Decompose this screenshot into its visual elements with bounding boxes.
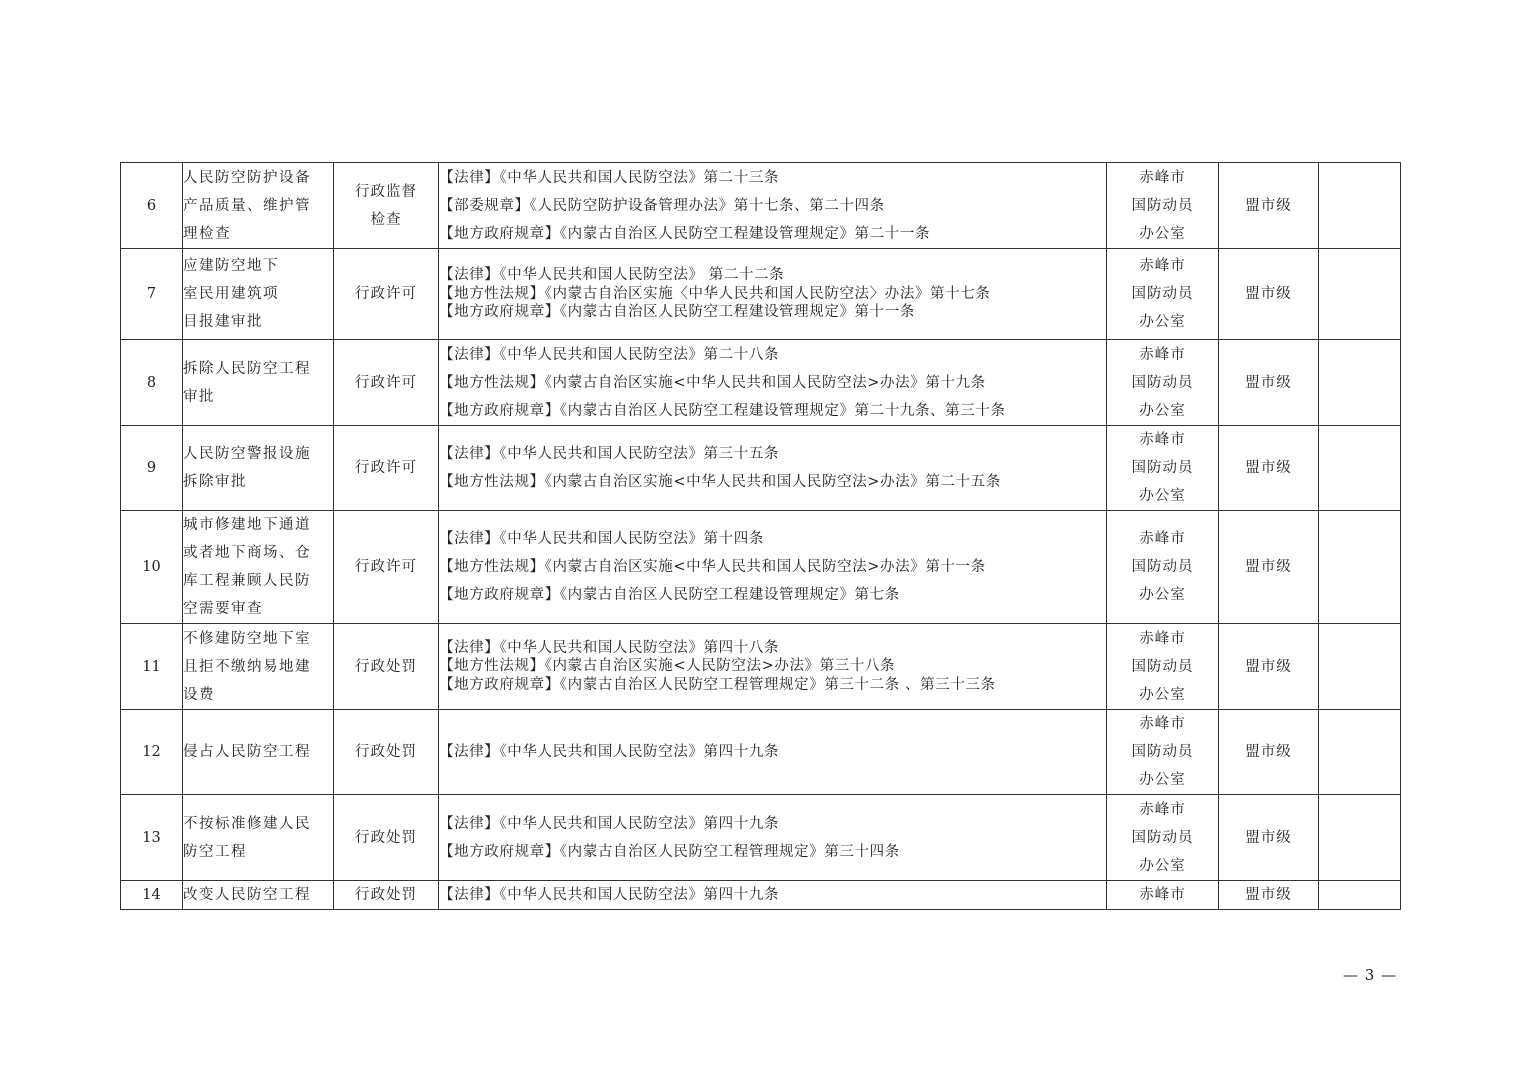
remarks-cell [1319,249,1401,340]
legal-basis-line: 【地方性法规】《内蒙古自治区实施<中华人民共和国人民防空法>办法》第十九条 [439,374,986,391]
item-name-line: 人民防空防护设备 [183,169,311,186]
department-line: 国防动员 [1131,559,1194,575]
item-name-line: 目报建审批 [183,314,263,330]
item-type-line: 行政处罚 [355,887,417,903]
legal-basis-line: 【地方性法规】《内蒙古自治区实施〈中华人民共和国人民防空法〉办法》第十七条 [439,285,991,302]
item-name-line: 库工程兼顾人民防 [183,573,311,589]
implementing-department [1107,710,1219,795]
table-row [121,624,1401,710]
exercise-level: 盟市级 [1219,710,1319,795]
department-line: 办公室 [1139,686,1186,703]
row-index: 10 [121,511,183,624]
remarks-cell [1319,881,1401,910]
legal-basis-line: 【地方政府规章】《内蒙古自治区人民防空工程建设管理规定》第十一条 [439,304,915,321]
implementing-department [1107,163,1219,249]
department-line: 国防动员 [1131,197,1194,214]
department-line: 国防动员 [1131,829,1194,846]
item-type-line: 行政许可 [355,460,417,476]
department-line: 办公室 [1139,772,1186,788]
item-name-line: 或者地下商场、仓 [183,545,311,561]
item-name [183,340,334,426]
department-line: 办公室 [1139,587,1186,603]
row-index: 6 [121,163,183,249]
item-name-line: 拆除审批 [183,474,247,490]
item-name [183,795,334,881]
legal-basis-line: 【法律】《中华人民共和国人民防空法》第二十三条 [439,169,780,186]
row-index: 7 [121,249,183,340]
department-line: 国防动员 [1131,460,1194,476]
item-name-line: 人民防空警报设施 [183,446,311,462]
item-name-line: 不按标准修建人民 [183,815,311,832]
table-body [121,163,1401,910]
table-row [121,249,1401,340]
item-name-line: 侵占人民防空工程 [183,744,311,760]
remarks-cell [1319,624,1401,710]
department-line: 赤峰市 [1139,630,1186,647]
item-type [334,163,439,249]
item-name [183,511,334,624]
exercise-level: 盟市级 [1219,624,1319,710]
table-row [121,340,1401,426]
item-type [334,511,439,624]
legal-basis-line: 【地方政府规章】《内蒙古自治区人民防空工程管理规定》第三十二条 、第三十三条 [439,676,996,693]
legal-basis-line: 【法律】《中华人民共和国人民防空法》第四十九条 [439,744,780,760]
exercise-level: 盟市级 [1219,163,1319,249]
legal-basis-line: 【部委规章】《人民防空防护设备管理办法》第十七条、第二十四条 [439,197,885,214]
item-type-line: 行政处罚 [355,658,417,675]
remarks-cell [1319,163,1401,249]
item-name [183,624,334,710]
table-row [121,511,1401,624]
item-name-line: 防空工程 [183,843,247,860]
implementing-department [1107,511,1219,624]
implementing-department [1107,624,1219,710]
item-type [334,340,439,426]
legal-basis-line: 【法律】《中华人民共和国人民防空法》第四十九条 [439,815,780,832]
item-name [183,163,334,249]
item-name [183,881,334,910]
legal-basis [439,881,1107,910]
table-row [121,795,1401,881]
item-name-line: 空需要审查 [183,601,263,617]
item-name-line: 改变人民防空工程 [183,887,311,903]
legal-basis [439,163,1107,249]
item-type-line: 行政许可 [355,286,417,302]
legal-basis [439,710,1107,795]
page-number: — 3 — [1343,966,1398,984]
exercise-level: 盟市级 [1219,881,1319,910]
exercise-level: 盟市级 [1219,249,1319,340]
item-type-line: 行政许可 [355,374,417,391]
table-row [121,710,1401,795]
implementing-department [1107,426,1219,511]
legal-basis-line: 【法律】《中华人民共和国人民防空法》第十四条 [439,531,764,547]
department-line: 赤峰市 [1139,887,1186,903]
item-type-line: 行政处罚 [355,744,417,760]
remarks-cell [1319,710,1401,795]
remarks-cell [1319,426,1401,511]
remarks-cell [1319,340,1401,426]
item-name-line: 拆除人民防空工程 [183,360,311,377]
remarks-cell [1319,511,1401,624]
item-name-line: 产品质量、维护管 [183,197,311,214]
remarks-cell [1319,795,1401,881]
department-line: 办公室 [1139,488,1186,504]
row-index: 14 [121,881,183,910]
implementing-department [1107,881,1219,910]
item-name-line: 设费 [183,686,215,703]
items-table [120,162,1401,910]
legal-basis-line: 【地方性法规】《内蒙古自治区实施<中华人民共和国人民防空法>办法》第二十五条 [439,474,1001,490]
item-name [183,249,334,340]
item-name-line: 审批 [183,388,215,405]
legal-basis [439,795,1107,881]
legal-basis [439,340,1107,426]
legal-basis-line: 【地方性法规】《内蒙古自治区实施<中华人民共和国人民防空法>办法》第十一条 [439,559,986,575]
legal-basis [439,511,1107,624]
item-name-line: 且拒不缴纳易地建 [183,658,311,675]
item-name-line: 城市修建地下通道 [183,517,311,533]
exercise-level: 盟市级 [1219,340,1319,426]
item-name-line: 应建防空地下 [183,258,279,274]
department-line: 国防动员 [1131,658,1194,675]
item-type [334,249,439,340]
department-line: 国防动员 [1131,744,1194,760]
legal-basis-line: 【法律】《中华人民共和国人民防空法》第二十八条 [439,346,780,363]
item-type [334,710,439,795]
implementing-department [1107,249,1219,340]
department-line: 赤峰市 [1139,432,1186,448]
legal-basis-line: 【法律】《中华人民共和国人民防空法》第四十八条 [439,639,780,656]
row-index: 12 [121,710,183,795]
legal-basis-line: 【法律】《中华人民共和国人民防空法》第四十九条 [439,887,780,903]
department-line: 办公室 [1139,225,1186,242]
exercise-level: 盟市级 [1219,426,1319,511]
row-index: 13 [121,795,183,881]
department-line: 国防动员 [1131,286,1194,302]
item-type [334,881,439,910]
legal-basis-line: 【地方性法规】《内蒙古自治区实施<人民防空法>办法》第三十八条 [439,658,896,675]
department-line: 赤峰市 [1139,169,1186,186]
legal-basis [439,426,1107,511]
legal-basis-line: 【地方政府规章】《内蒙古自治区人民防空工程建设管理规定》第二十九条、第三十条 [439,402,1006,419]
exercise-level: 盟市级 [1219,795,1319,881]
department-line: 赤峰市 [1139,716,1186,732]
table-row [121,163,1401,249]
item-name-line: 室民用建筑项 [183,286,279,302]
legal-basis-line: 【地方政府规章】《内蒙古自治区人民防空工程建设管理规定》第二十一条 [439,225,931,242]
implementing-department [1107,340,1219,426]
legal-basis [439,249,1107,340]
row-index: 11 [121,624,183,710]
legal-basis-line: 【地方政府规章】《内蒙古自治区人民防空工程建设管理规定》第七条 [439,587,900,603]
exercise-level: 盟市级 [1219,511,1319,624]
item-name [183,710,334,795]
department-line: 国防动员 [1131,374,1194,391]
department-line: 赤峰市 [1139,258,1186,274]
table-row [121,881,1401,910]
department-line: 赤峰市 [1139,346,1186,363]
item-name-line: 理检查 [183,225,231,242]
department-line: 办公室 [1139,314,1186,330]
item-name-line: 不修建防空地下室 [183,630,311,647]
item-type-line: 行政处罚 [355,829,417,846]
legal-basis-line: 【法律】《中华人民共和国人民防空法》第三十五条 [439,446,780,462]
row-index: 9 [121,426,183,511]
department-line: 办公室 [1139,857,1186,874]
table-row [121,426,1401,511]
department-line: 办公室 [1139,402,1186,419]
department-line: 赤峰市 [1139,801,1186,818]
legal-basis-line: 【地方政府规章】《内蒙古自治区人民防空工程管理规定》第三十四条 [439,843,900,860]
item-type [334,795,439,881]
item-type [334,426,439,511]
item-type-line: 行政监督 [355,183,417,200]
legal-basis [439,624,1107,710]
department-line: 赤峰市 [1139,531,1186,547]
item-name [183,426,334,511]
legal-basis-line: 【法律】《中华人民共和国人民防空法》 第二十二条 [439,267,785,284]
item-type [334,624,439,710]
item-type-line: 检查 [370,211,402,228]
item-type-line: 行政许可 [355,559,417,575]
implementing-department [1107,795,1219,881]
row-index: 8 [121,340,183,426]
